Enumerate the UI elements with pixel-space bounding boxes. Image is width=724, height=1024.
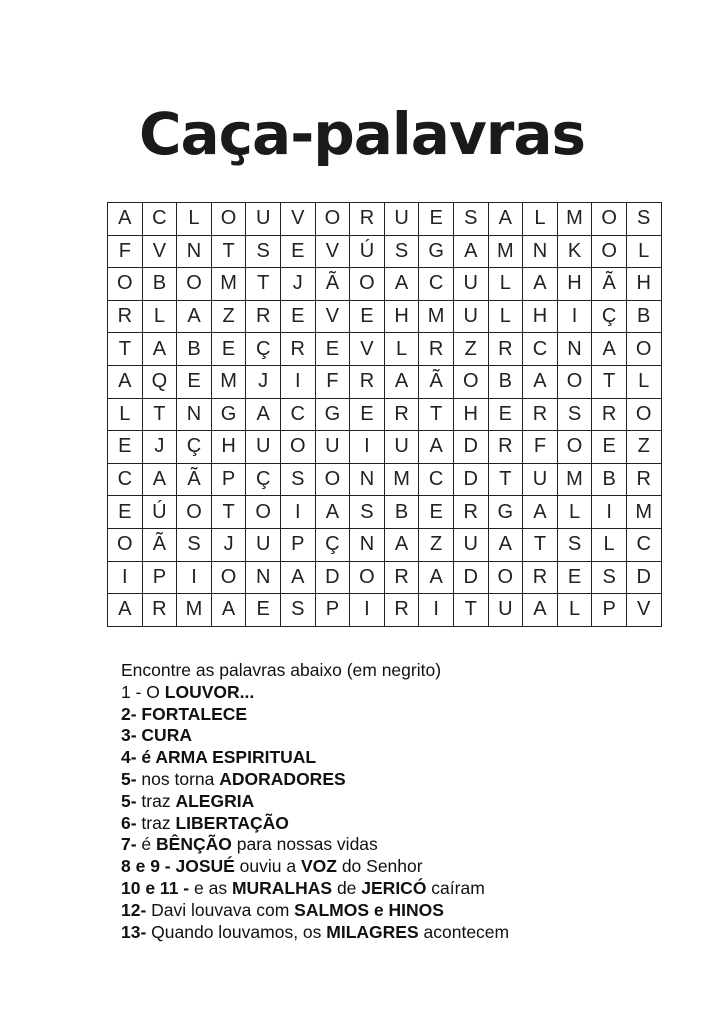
clue-item (121, 900, 509, 922)
grid-cell: O (177, 268, 212, 301)
clue-item (121, 725, 509, 747)
grid-cell: E (280, 300, 315, 333)
grid-cell: T (419, 398, 454, 431)
grid-cell: U (384, 203, 419, 236)
grid-row (108, 398, 662, 431)
grid-cell: M (177, 594, 212, 627)
clue-segment: 13- (121, 921, 147, 942)
grid-cell: R (384, 594, 419, 627)
clue-segment: 2- FORTALECE (121, 703, 248, 724)
grid-cell: R (350, 203, 385, 236)
grid-cell: V (280, 203, 315, 236)
grid-cell: O (453, 365, 488, 398)
grid-cell: O (108, 268, 143, 301)
grid-cell: P (280, 528, 315, 561)
grid-cell: L (557, 594, 592, 627)
grid-cell: Ç (592, 300, 627, 333)
grid-cell: U (453, 528, 488, 561)
grid-cell: H (384, 300, 419, 333)
grid-cell: G (315, 398, 350, 431)
grid-cell: R (350, 365, 385, 398)
clue-item (121, 813, 509, 835)
clue-segment: ouviu a (234, 856, 301, 877)
grid-cell: N (350, 463, 385, 496)
grid-cell: A (315, 496, 350, 529)
grid-cell: I (280, 365, 315, 398)
grid-cell: C (419, 463, 454, 496)
grid-cell: L (177, 203, 212, 236)
grid-cell: A (384, 528, 419, 561)
clue-item (121, 682, 509, 704)
grid-row (108, 528, 662, 561)
clue-item (121, 791, 509, 813)
grid-cell: S (280, 594, 315, 627)
grid-cell: Ç (246, 463, 281, 496)
grid-cell: T (453, 594, 488, 627)
clue-item (121, 704, 509, 726)
grid-cell: Ç (315, 528, 350, 561)
grid-cell: R (488, 431, 523, 464)
grid-cell: O (211, 203, 246, 236)
grid-cell: J (280, 268, 315, 301)
clue-segment: é (136, 834, 157, 855)
grid-cell: E (419, 496, 454, 529)
grid-cell: D (453, 431, 488, 464)
grid-cell: B (142, 268, 177, 301)
clue-segment: LOUVOR... (164, 681, 255, 702)
grid-cell: V (315, 235, 350, 268)
grid-cell: L (488, 300, 523, 333)
clue-segment: de (332, 877, 362, 898)
grid-cell: L (523, 203, 558, 236)
grid-cell: I (350, 594, 385, 627)
clue-segment: 10 e 11 - (121, 877, 190, 898)
clue-segment: 8 e 9 - JOSUÉ (121, 856, 235, 877)
grid-cell: K (557, 235, 592, 268)
grid-cell: U (488, 594, 523, 627)
grid-cell: I (280, 496, 315, 529)
grid-cell: Z (211, 300, 246, 333)
grid-cell: Ã (315, 268, 350, 301)
grid-cell: B (592, 463, 627, 496)
grid-cell: S (626, 203, 661, 236)
clue-item (121, 834, 509, 856)
grid-cell: H (211, 431, 246, 464)
grid-cell: N (177, 235, 212, 268)
grid-cell: E (280, 235, 315, 268)
grid-cell: Ú (142, 496, 177, 529)
grid-cell: E (246, 594, 281, 627)
grid-cell: U (315, 431, 350, 464)
grid-cell: E (488, 398, 523, 431)
clue-segment: e as (189, 877, 232, 898)
grid-cell: P (142, 561, 177, 594)
grid-cell: C (142, 203, 177, 236)
grid-cell: R (523, 561, 558, 594)
grid-cell: M (419, 300, 454, 333)
word-search-grid (107, 202, 662, 627)
grid-cell: C (523, 333, 558, 366)
clue-segment: 5- (121, 790, 137, 811)
grid-cell: L (384, 333, 419, 366)
grid-cell: O (315, 203, 350, 236)
grid-cell: M (626, 496, 661, 529)
grid-cell: M (211, 365, 246, 398)
clue-segment: ALEGRIA (175, 790, 255, 811)
grid-cell: A (280, 561, 315, 594)
grid-cell: B (177, 333, 212, 366)
clue-segment: Davi louvava com (146, 899, 295, 920)
grid-cell: I (557, 300, 592, 333)
grid-cell: Ã (592, 268, 627, 301)
grid-cell: A (384, 365, 419, 398)
grid-cell: R (453, 496, 488, 529)
grid-cell: S (384, 235, 419, 268)
grid-cell: Z (419, 528, 454, 561)
grid-cell: A (523, 594, 558, 627)
grid-cell: E (419, 203, 454, 236)
grid-cell: R (108, 300, 143, 333)
page-title: Caça-palavras (138, 100, 586, 168)
clue-segment: BÊNÇÃO (156, 834, 232, 855)
grid-cell: E (211, 333, 246, 366)
grid-cell: Ã (419, 365, 454, 398)
grid-cell: F (523, 431, 558, 464)
grid-cell: C (108, 463, 143, 496)
grid-row (108, 431, 662, 464)
clue-segment: traz (136, 812, 176, 833)
grid-cell: S (350, 496, 385, 529)
grid-cell: V (315, 300, 350, 333)
grid-cell: N (350, 528, 385, 561)
grid-row (108, 333, 662, 366)
grid-cell: E (108, 431, 143, 464)
grid-cell: B (384, 496, 419, 529)
grid-cell: C (419, 268, 454, 301)
grid-cell: D (453, 463, 488, 496)
grid-cell: H (557, 268, 592, 301)
grid-cell: G (488, 496, 523, 529)
grid-cell: U (453, 268, 488, 301)
grid-cell: T (488, 463, 523, 496)
grid-cell: U (384, 431, 419, 464)
grid-cell: A (523, 496, 558, 529)
grid-cell: T (592, 365, 627, 398)
grid-cell: A (488, 203, 523, 236)
grid-cell: J (246, 365, 281, 398)
grid-cell: H (453, 398, 488, 431)
grid-cell: R (384, 561, 419, 594)
clue-segment: JERICÓ (361, 877, 427, 898)
grid-cell: O (280, 431, 315, 464)
clue-segment: MURALHAS (231, 877, 333, 898)
grid-cell: R (592, 398, 627, 431)
grid-cell: L (108, 398, 143, 431)
grid-cell: B (626, 300, 661, 333)
clue-segment: SALMOS e HINOS (294, 899, 444, 920)
grid-cell: N (523, 235, 558, 268)
grid-cell: A (592, 333, 627, 366)
grid-cell: S (557, 528, 592, 561)
grid-row (108, 463, 662, 496)
grid-cell: E (557, 561, 592, 594)
grid-cell: A (488, 528, 523, 561)
grid-cell: L (626, 235, 661, 268)
grid-cell: D (453, 561, 488, 594)
clue-segment: LIBERTAÇÃO (175, 812, 289, 833)
grid-cell: I (592, 496, 627, 529)
grid-cell: Ã (142, 528, 177, 561)
grid-cell: O (350, 268, 385, 301)
clue-segment: 4- é ARMA ESPIRITUAL (121, 747, 317, 768)
grid-row (108, 203, 662, 236)
grid-cell: A (108, 594, 143, 627)
grid-cell: A (523, 365, 558, 398)
clue-item (121, 878, 509, 900)
grid-cell: A (142, 463, 177, 496)
grid-cell: N (557, 333, 592, 366)
grid-cell: V (142, 235, 177, 268)
grid-cell: T (142, 398, 177, 431)
grid-cell: E (108, 496, 143, 529)
grid-cell: U (246, 431, 281, 464)
clue-item (121, 922, 509, 944)
clue-segment: Quando louvamos, os (146, 921, 327, 942)
grid-row (108, 561, 662, 594)
clue-list (121, 660, 509, 943)
grid-cell: A (419, 431, 454, 464)
clue-segment: 7- (121, 834, 137, 855)
grid-cell: A (246, 398, 281, 431)
grid-cell: L (592, 528, 627, 561)
grid-cell: O (350, 561, 385, 594)
grid-cell: D (315, 561, 350, 594)
grid-cell: P (211, 463, 246, 496)
grid-cell: I (419, 594, 454, 627)
grid-cell: R (626, 463, 661, 496)
grid-cell: G (211, 398, 246, 431)
clue-item (121, 769, 509, 791)
clue-segment: VOZ (300, 856, 337, 877)
clue-segment: 5- (121, 768, 137, 789)
grid-cell: T (246, 268, 281, 301)
grid-cell: T (211, 496, 246, 529)
clue-segment: nos torna (136, 768, 220, 789)
grid-cell: A (523, 268, 558, 301)
grid-cell: V (626, 594, 661, 627)
grid-row (108, 235, 662, 268)
clue-segment: ADORADORES (219, 768, 346, 789)
grid-row (108, 365, 662, 398)
grid-cell: H (523, 300, 558, 333)
grid-cell: B (488, 365, 523, 398)
grid-cell: U (246, 203, 281, 236)
grid-cell: R (280, 333, 315, 366)
grid-cell: R (384, 398, 419, 431)
grid-cell: P (592, 594, 627, 627)
grid-cell: L (557, 496, 592, 529)
grid-cell: A (177, 300, 212, 333)
grid-cell: R (488, 333, 523, 366)
clue-segment: caíram (426, 877, 485, 898)
clue-segment: 12- (121, 899, 147, 920)
clue-item (121, 747, 509, 769)
clue-segment: para nossas vidas (231, 834, 378, 855)
grid-cell: S (280, 463, 315, 496)
clue-segment: acontecem (418, 921, 510, 942)
grid-cell: O (592, 235, 627, 268)
grid-cell: O (246, 496, 281, 529)
grid-cell: A (453, 235, 488, 268)
grid-cell: U (246, 528, 281, 561)
grid-cell: C (280, 398, 315, 431)
grid-cell: M (384, 463, 419, 496)
grid-cell: Ç (177, 431, 212, 464)
grid-cell: O (108, 528, 143, 561)
grid-cell: Z (626, 431, 661, 464)
grid-cell: O (592, 203, 627, 236)
grid-cell: T (108, 333, 143, 366)
grid-row (108, 594, 662, 627)
grid-cell: S (592, 561, 627, 594)
grid-cell: M (557, 463, 592, 496)
grid-cell: H (626, 268, 661, 301)
grid-cell: Ç (246, 333, 281, 366)
grid-cell: E (350, 300, 385, 333)
grid-cell: P (315, 594, 350, 627)
grid-cell: U (453, 300, 488, 333)
grid-row (108, 268, 662, 301)
grid-cell: I (350, 431, 385, 464)
clue-segment: 1 - O (121, 681, 165, 702)
grid-cell: Q (142, 365, 177, 398)
grid-cell: N (246, 561, 281, 594)
grid-cell: E (350, 398, 385, 431)
grid-cell: F (315, 365, 350, 398)
grid-cell: O (315, 463, 350, 496)
grid-cell: A (384, 268, 419, 301)
grid-cell: Ú (350, 235, 385, 268)
grid-cell: A (211, 594, 246, 627)
grid-cell: D (626, 561, 661, 594)
grid-cell: S (246, 235, 281, 268)
grid-cell: R (246, 300, 281, 333)
clue-segment: 6- (121, 812, 137, 833)
clue-segment: MILAGRES (326, 921, 419, 942)
grid-cell: S (177, 528, 212, 561)
grid-cell: I (108, 561, 143, 594)
grid-cell: L (626, 365, 661, 398)
grid-cell: J (142, 431, 177, 464)
grid-row (108, 300, 662, 333)
grid-cell: M (557, 203, 592, 236)
grid-cell: O (626, 398, 661, 431)
clue-item (121, 856, 509, 878)
grid-cell: S (557, 398, 592, 431)
grid-cell: J (211, 528, 246, 561)
clue-segment: do Senhor (336, 856, 423, 877)
grid-cell: E (315, 333, 350, 366)
grid-cell: E (592, 431, 627, 464)
clue-segment: traz (136, 790, 176, 811)
grid-cell: A (108, 203, 143, 236)
grid-cell: T (523, 528, 558, 561)
grid-cell: Ã (177, 463, 212, 496)
grid-cell: R (419, 333, 454, 366)
grid-cell: L (142, 300, 177, 333)
grid-cell: T (211, 235, 246, 268)
grid-cell: S (453, 203, 488, 236)
grid-cell: A (419, 561, 454, 594)
grid-cell: A (142, 333, 177, 366)
grid-cell: M (488, 235, 523, 268)
grid-cell: O (626, 333, 661, 366)
grid-cell: I (177, 561, 212, 594)
grid-cell: O (557, 365, 592, 398)
grid-cell: R (523, 398, 558, 431)
clue-segment: 3- CURA (121, 725, 192, 746)
grid-cell: O (177, 496, 212, 529)
grid-row (108, 496, 662, 529)
grid-cell: U (523, 463, 558, 496)
grid-cell: O (488, 561, 523, 594)
grid-cell: F (108, 235, 143, 268)
clue-intro: Encontre as palavras abaixo (em negrito) (121, 660, 442, 680)
grid-cell: O (557, 431, 592, 464)
grid-cell: G (419, 235, 454, 268)
grid-cell: A (108, 365, 143, 398)
grid-cell: Z (453, 333, 488, 366)
grid-cell: C (626, 528, 661, 561)
grid-cell: E (177, 365, 212, 398)
grid-cell: L (488, 268, 523, 301)
grid-cell: R (142, 594, 177, 627)
grid-cell: M (211, 268, 246, 301)
grid-cell: O (211, 561, 246, 594)
grid-cell: N (177, 398, 212, 431)
grid-cell: V (350, 333, 385, 366)
